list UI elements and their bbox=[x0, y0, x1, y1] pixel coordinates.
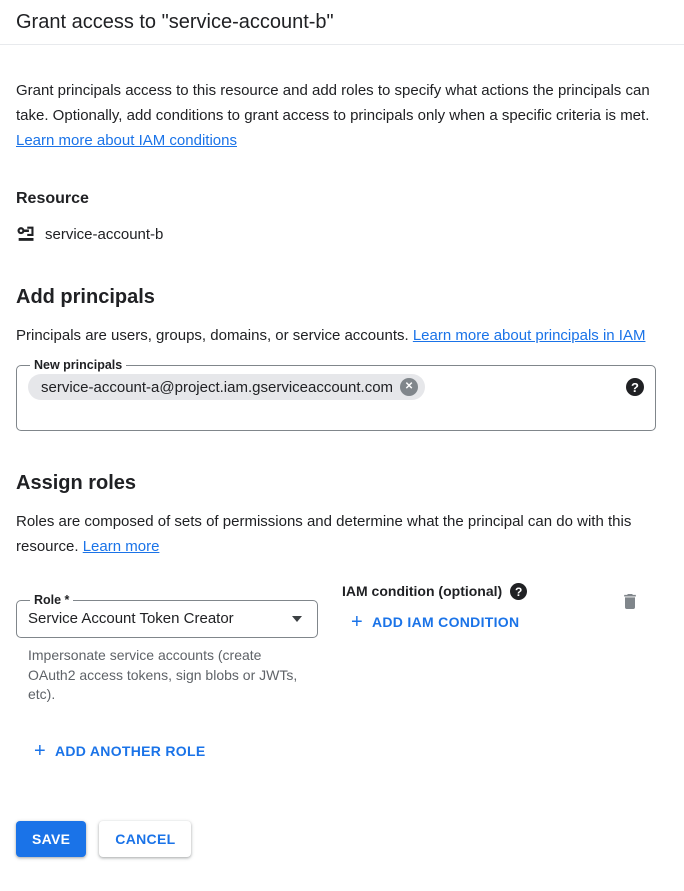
dialog-body bbox=[0, 78, 684, 857]
new-principals-input[interactable] bbox=[16, 358, 656, 431]
delete-role-column bbox=[620, 591, 640, 617]
dialog-title: Grant access to "service-account-b" bbox=[16, 11, 334, 33]
dialog-actions bbox=[16, 821, 668, 857]
iam-condition-help-icon[interactable]: ? bbox=[510, 583, 527, 600]
service-account-icon bbox=[16, 224, 36, 244]
principals-text: Principals are users, groups, domains, or service accounts. bbox=[16, 327, 413, 344]
role-column bbox=[16, 583, 318, 705]
principal-chip bbox=[28, 374, 425, 400]
role-helper-text: Impersonate service accounts (create OAuth2 access tokens, sign blobs or JWTs, etc). bbox=[28, 647, 298, 702]
save-button[interactable]: SAVE bbox=[16, 821, 86, 857]
principals-paragraph bbox=[16, 323, 668, 348]
chevron-down-icon bbox=[292, 616, 302, 622]
delete-role-button[interactable] bbox=[620, 591, 640, 615]
roles-paragraph bbox=[16, 509, 668, 559]
role-select[interactable] bbox=[16, 593, 318, 638]
trash-icon bbox=[620, 600, 640, 615]
role-row bbox=[16, 583, 668, 705]
intro-paragraph bbox=[16, 78, 668, 153]
principal-chip-value: service-account-a@project.iam.gserviceaccount.com bbox=[41, 378, 394, 396]
add-iam-condition-button[interactable] bbox=[351, 613, 519, 631]
iam-condition-label: IAM condition (optional) bbox=[342, 583, 503, 599]
role-selected-value: Service Account Token Creator bbox=[28, 610, 234, 627]
resource-row bbox=[16, 224, 668, 244]
roles-text: Roles are composed of sets of permissions and determine what the principal can do with this resource. bbox=[16, 513, 632, 555]
plus-icon: + bbox=[34, 739, 46, 762]
resource-name: service-account-b bbox=[45, 225, 164, 243]
add-another-role-label: ADD ANOTHER ROLE bbox=[54, 742, 206, 759]
assign-roles-heading: Assign roles bbox=[16, 472, 137, 494]
add-iam-condition-label: ADD IAM CONDITION bbox=[371, 614, 520, 630]
new-principals-label: New principals bbox=[34, 358, 123, 372]
roles-learn-more-link[interactable]: Learn more bbox=[82, 538, 160, 555]
principals-link[interactable]: Learn more about principals in IAM bbox=[412, 327, 646, 344]
chip-remove-icon[interactable]: ✕ bbox=[400, 378, 418, 396]
dialog-header bbox=[0, 0, 684, 45]
cancel-button[interactable]: CANCEL bbox=[99, 821, 191, 857]
role-select-label: Role * bbox=[34, 593, 70, 607]
new-principals-chip-area bbox=[28, 374, 644, 400]
iam-condition-label-row bbox=[342, 583, 527, 600]
role-select-value-row bbox=[28, 610, 306, 627]
principals-help-icon[interactable]: ? bbox=[626, 378, 644, 396]
add-another-role-button[interactable] bbox=[34, 739, 206, 762]
iam-conditions-link[interactable]: Learn more about IAM conditions bbox=[16, 132, 237, 149]
intro-text: Grant principals access to this resource and add roles to specify what actions the principals can take. Optionally, add conditions to grant access to principals only when a specific criteria is met. bbox=[16, 82, 650, 124]
add-principals-heading: Add principals bbox=[16, 286, 155, 308]
plus-icon: + bbox=[351, 611, 363, 633]
iam-condition-column bbox=[342, 583, 527, 633]
resource-heading: Resource bbox=[16, 190, 89, 207]
